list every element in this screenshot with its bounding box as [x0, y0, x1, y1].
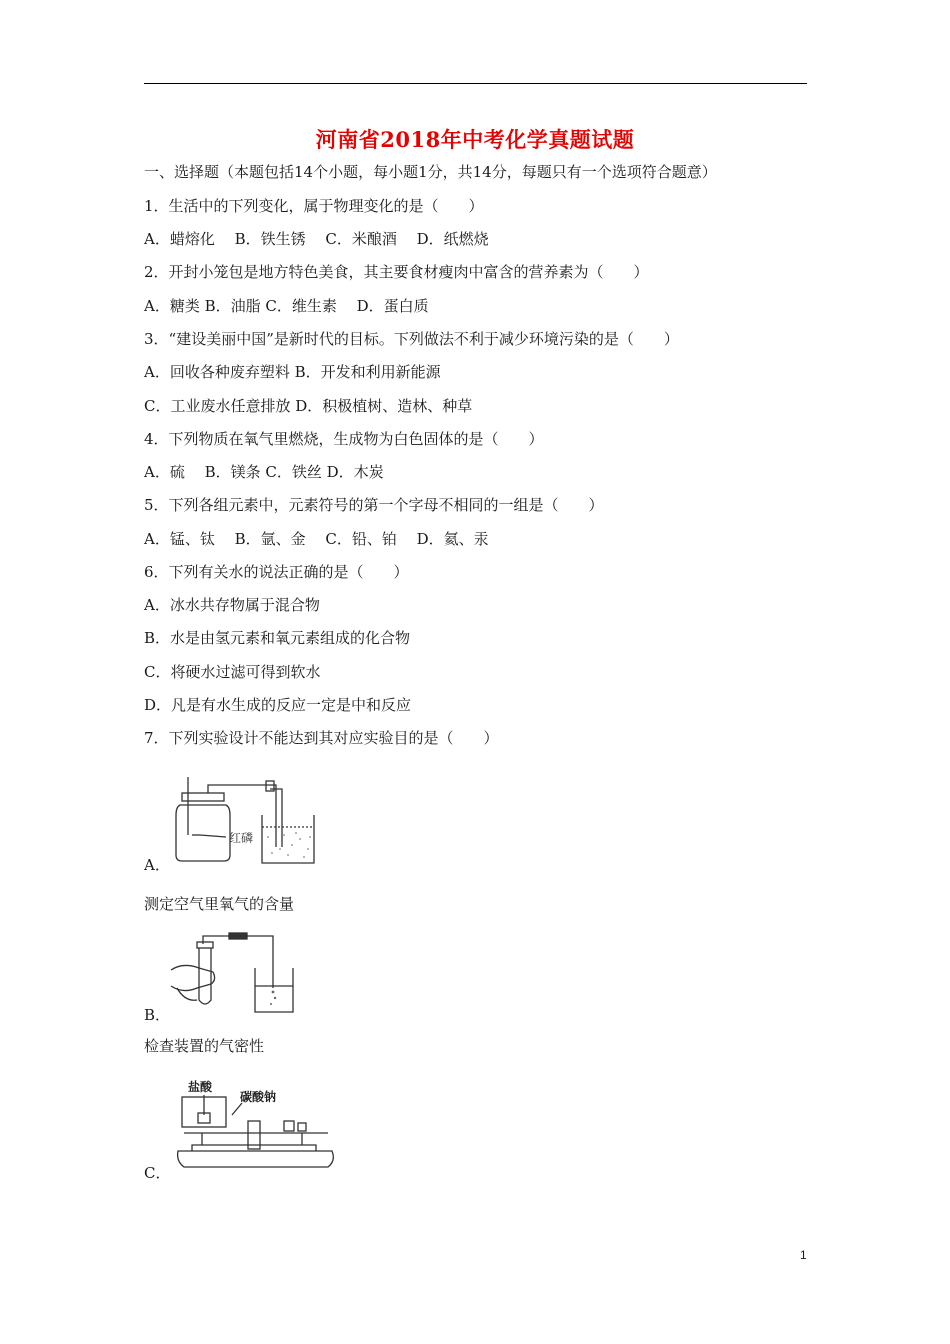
question-4-stem: 4．下列物质在氧气里燃烧，生成物为白色固体的是（ ）: [144, 430, 544, 448]
figure-b-caption: 检查装置的气密性: [144, 1037, 265, 1055]
figure-c-label: C．: [144, 1164, 171, 1182]
question-1-stem: 1．生活中的下列变化，属于物理变化的是（ ）: [144, 197, 484, 215]
page-title: 河南省2018年中考化学真题试题: [315, 127, 635, 152]
figure-a-apparatus: [168, 775, 328, 867]
question-6-option-b: B．水是由氢元素和氧元素组成的化合物: [144, 629, 411, 647]
question-4-options: A．硫 B．镁条 C．铁丝 D．木炭: [144, 463, 384, 481]
question-6-stem: 6．下列有关水的说法正确的是（ ）: [144, 563, 409, 581]
question-2-options: A．糖类 B．油脂 C．维生素 D．蛋白质: [144, 297, 429, 315]
question-3-options-ab: A．回收各种废弃塑料 B．开发和利用新能源: [144, 363, 441, 381]
figure-c-tag-hydrochloric-acid: 盐酸: [188, 1080, 213, 1094]
question-5-options: A．锰、钛 B．氩、金 C．铅、铂 D．氦、汞: [144, 530, 489, 548]
figure-a-tag: 红磷: [229, 831, 254, 845]
page-number: 1: [800, 1248, 807, 1262]
question-5-stem: 5．下列各组元素中，元素符号的第一个字母不相同的一组是（ ）: [144, 496, 604, 514]
question-2-stem: 2．开封小笼包是地方特色美食，其主要食材瘦肉中富含的营养素为（ ）: [144, 263, 649, 281]
question-6-option-d: D．凡是有水生成的反应一定是中和反应: [144, 696, 412, 714]
question-3-stem: 3．“建设美丽中国”是新时代的目标。下列做法不利于减少环境污染的是（ ）: [144, 330, 679, 348]
question-6-option-a: A．冰水共存物属于混合物: [144, 596, 320, 614]
question-6-option-c: C．将硬水过滤可得到软水: [144, 663, 321, 681]
question-3-options-cd: C．工业废水任意排放 D．积极植树、造林、种草: [144, 397, 473, 415]
question-1-options: A．蜡熔化 B．铁生锈 C．米酿酒 D．纸燃烧: [144, 230, 489, 248]
figure-c-tag-sodium-carbonate: 碳酸钠: [240, 1090, 277, 1104]
figure-b-apparatus: [163, 928, 303, 1018]
figure-c-apparatus: [172, 1075, 340, 1175]
figure-b-label: B．: [144, 1006, 171, 1024]
section-heading: 一、选择题（本题包括14个小题，每小题1分，共14分，每题只有一个选项符合题意）: [144, 163, 717, 181]
figure-a-caption: 测定空气里氧气的含量: [144, 895, 295, 913]
header-rule: [144, 83, 807, 84]
question-7-stem: 7．下列实验设计不能达到其对应实验目的是（ ）: [144, 729, 499, 747]
figure-a-label: A．: [144, 856, 170, 874]
